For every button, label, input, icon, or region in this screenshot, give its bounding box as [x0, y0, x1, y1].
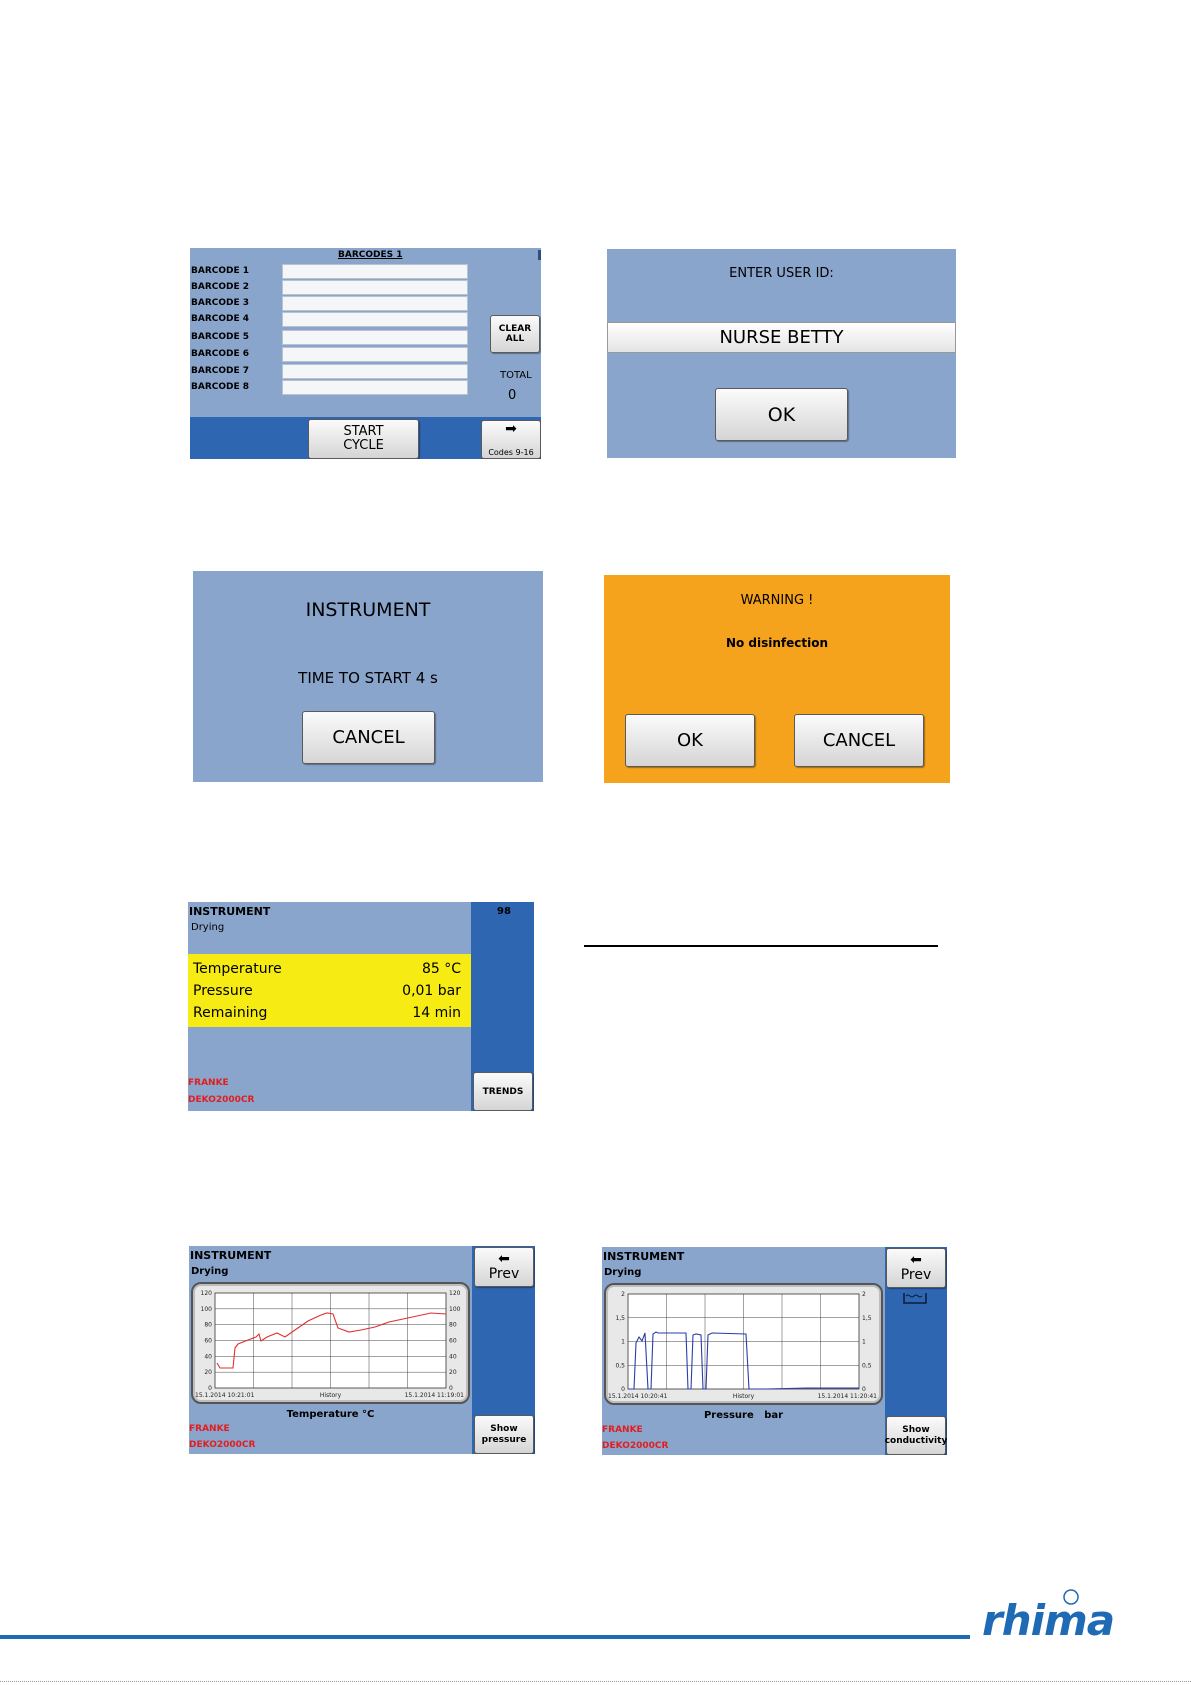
temp-prev-label: Prev	[488, 1266, 520, 1282]
status-row-value: 85 °C	[421, 961, 461, 977]
barcode-row-label: BARCODE 6	[191, 349, 250, 359]
warning-cancel-button[interactable]: CANCEL	[794, 714, 924, 767]
y-tick-right: 0	[862, 1386, 866, 1393]
show-pressure-line1: Show	[490, 1423, 518, 1434]
pressure-chart	[606, 1285, 881, 1403]
status-title: INSTRUMENT	[189, 905, 271, 918]
barcode-row-label: BARCODE 2	[191, 282, 250, 292]
show-conductivity-line2: conductivity	[884, 1435, 947, 1446]
temp-prev-button[interactable]	[474, 1247, 534, 1287]
status-phase: Drying	[191, 922, 225, 933]
barcode-input[interactable]	[282, 280, 468, 295]
status-screen	[188, 902, 534, 1111]
y-tick-right: 2	[862, 1291, 866, 1298]
pressure-caption: Pressure bar	[703, 1410, 784, 1421]
x-start-label: 15.1.2014 10:21:01	[195, 1392, 255, 1399]
barcode-row-label: BARCODE 3	[191, 298, 250, 308]
brand-model: DEKO2000CR	[188, 1095, 255, 1105]
temp-title: INSTRUMENT	[190, 1249, 272, 1262]
y-tick-left: 40	[204, 1353, 212, 1361]
countdown-screen	[193, 571, 543, 782]
show-conductivity-button[interactable]	[886, 1416, 946, 1455]
pressure-phase: Drying	[604, 1267, 642, 1278]
y-tick-right: 100	[449, 1305, 461, 1313]
temperature-chart	[193, 1284, 468, 1402]
barcodes-title: BARCODES 1	[338, 250, 403, 260]
y-tick-left: 1,5	[615, 1314, 625, 1322]
barcode-row-label: BARCODE 1	[191, 266, 250, 276]
footer-dotted-line	[0, 1681, 1191, 1682]
barcode-input[interactable]	[282, 264, 468, 279]
y-tick-right: 80	[449, 1321, 457, 1329]
barcode-input[interactable]	[282, 364, 468, 379]
brand-franke: FRANKE	[188, 1078, 229, 1088]
countdown-message: TIME TO START 4 s	[298, 669, 438, 687]
barcode-row-label: BARCODE 4	[191, 314, 250, 324]
x-start-label: 15.1.2014 10:20:41	[608, 1393, 668, 1400]
cycle-counter: 98	[497, 906, 511, 917]
y-tick-right: 120	[449, 1290, 461, 1297]
barcode-row-label: BARCODE 5	[191, 332, 250, 342]
pressure-brand-franke: FRANKE	[602, 1425, 643, 1435]
user-id-field[interactable]	[607, 322, 956, 353]
barcode-row-label: BARCODE 8	[191, 382, 250, 392]
y-tick-right: 20	[449, 1369, 457, 1377]
ok-button[interactable]: OK	[715, 388, 848, 441]
pressure-prev-button[interactable]	[886, 1248, 946, 1288]
x-mid-label: History	[319, 1392, 342, 1399]
x-mid-label: History	[732, 1393, 755, 1400]
pressure-trend-screen	[602, 1247, 947, 1455]
water-tank-icon	[902, 1291, 928, 1305]
y-tick-left: 120	[200, 1290, 212, 1297]
temperature-trend-screen	[189, 1246, 535, 1454]
warning-ok-button[interactable]: OK	[625, 714, 755, 767]
arrow-left-icon: ⬅	[498, 1251, 510, 1267]
x-end-label: 15.1.2014 11:19:01	[404, 1392, 464, 1399]
y-tick-left: 100	[200, 1305, 212, 1313]
status-row-label: Remaining	[193, 1005, 268, 1021]
barcode-input[interactable]	[282, 330, 468, 345]
start-cycle-button[interactable]	[308, 419, 419, 459]
temp-brand-franke: FRANKE	[189, 1424, 230, 1434]
pressure-chart-frame	[604, 1283, 883, 1405]
status-values-box	[188, 954, 471, 1027]
barcode-input[interactable]	[282, 380, 468, 395]
y-tick-left: 2	[621, 1291, 625, 1298]
temp-phase: Drying	[191, 1266, 229, 1277]
countdown-title: INSTRUMENT	[305, 599, 431, 621]
status-row	[193, 961, 461, 977]
codes-9-16-button[interactable]	[481, 420, 541, 459]
y-tick-left: 0	[208, 1385, 212, 1392]
status-row-value: 14 min	[412, 1005, 461, 1021]
arrow-right-icon: ➡	[505, 421, 517, 437]
status-row-label: Pressure	[193, 983, 253, 999]
y-tick-right: 1	[862, 1338, 866, 1346]
footer-rule	[0, 1635, 970, 1639]
warning-message: No disinfection	[725, 636, 829, 650]
total-value: 0	[508, 388, 517, 403]
y-tick-right: 1,5	[862, 1314, 872, 1322]
user-id-screen	[607, 249, 956, 458]
y-tick-left: 20	[204, 1369, 212, 1377]
clear-all-button[interactable]: CLEAR ALL	[490, 315, 540, 353]
start-cycle-line1: START	[343, 424, 384, 439]
barcode-input[interactable]	[282, 296, 468, 311]
y-tick-right: 60	[449, 1337, 457, 1345]
pressure-prev-label: Prev	[900, 1267, 932, 1283]
start-cycle-line2: CYCLE	[343, 438, 384, 453]
total-label: TOTAL	[500, 370, 532, 381]
y-tick-right: 40	[449, 1353, 457, 1361]
logo-text: rhima	[982, 1596, 1115, 1645]
codes-9-16-label: Codes 9-16	[488, 448, 534, 457]
status-row	[193, 983, 461, 999]
y-tick-left: 1	[621, 1338, 625, 1346]
temp-chart-frame	[191, 1282, 470, 1404]
status-row-label: Temperature	[193, 961, 282, 977]
status-row	[193, 1005, 461, 1021]
scroll-marker	[538, 250, 541, 260]
barcode-input[interactable]	[282, 347, 468, 362]
trends-button[interactable]: TRENDS	[473, 1072, 533, 1111]
x-end-label: 15.1.2014 11:20:41	[817, 1393, 877, 1400]
pressure-title: INSTRUMENT	[603, 1250, 685, 1263]
y-tick-left: 0	[621, 1386, 625, 1393]
status-row-value: 0,01 bar	[402, 983, 461, 999]
y-tick-left: 0,5	[615, 1362, 625, 1370]
temp-caption: Temperature °C	[286, 1409, 375, 1420]
arrow-left-icon: ⬅	[910, 1252, 922, 1268]
user-id-value: NURSE BETTY	[719, 327, 844, 348]
blank-divider-line	[584, 945, 938, 947]
barcodes-screen	[190, 248, 541, 459]
pressure-brand-model: DEKO2000CR	[602, 1441, 669, 1451]
user-id-prompt: ENTER USER ID:	[729, 266, 834, 281]
warning-screen	[604, 575, 950, 783]
show-pressure-button[interactable]	[474, 1415, 534, 1454]
barcode-input[interactable]	[282, 312, 468, 327]
temp-brand-model: DEKO2000CR	[189, 1440, 256, 1450]
rhima-logo	[982, 1588, 1142, 1648]
barcode-row-label: BARCODE 7	[191, 366, 250, 376]
y-tick-right: 0,5	[862, 1362, 872, 1370]
cancel-button[interactable]: CANCEL	[302, 711, 435, 764]
y-tick-right: 0	[449, 1385, 453, 1392]
y-tick-left: 60	[204, 1337, 212, 1345]
show-conductivity-line1: Show	[902, 1424, 930, 1435]
warning-title: WARNING !	[740, 593, 814, 608]
y-tick-left: 80	[204, 1321, 212, 1329]
show-pressure-line2: pressure	[481, 1434, 527, 1445]
